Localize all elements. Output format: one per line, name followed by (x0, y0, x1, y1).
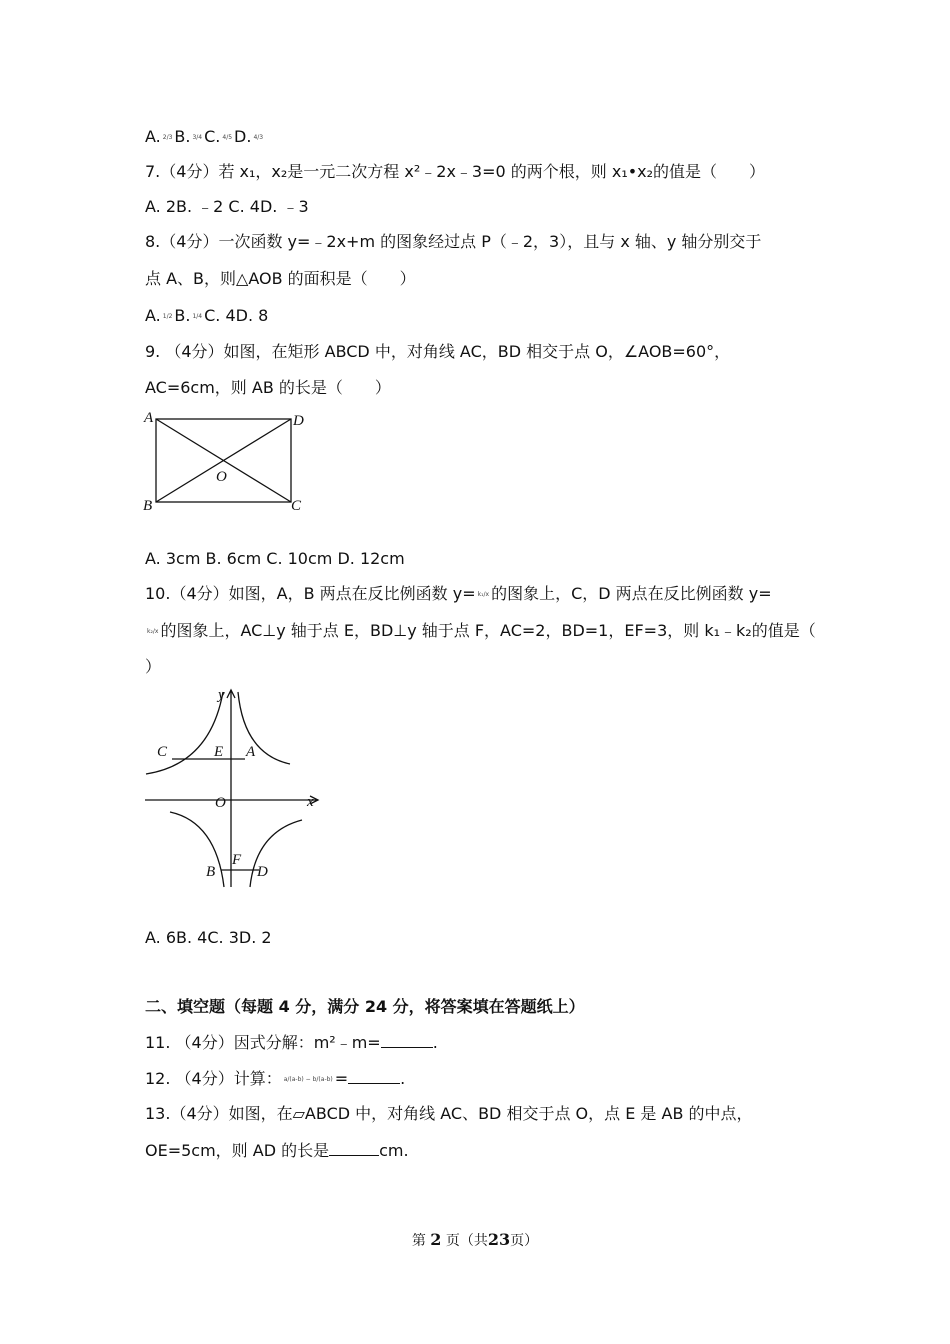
q11-question: 11. （4分）因式分解：m²﹣m= (145, 1033, 381, 1052)
q8-text-line1: 8.（4分）一次函数 y=﹣2x+m 的图象经过点 P（﹣2，3），且与 x 轴、y 轴分别交于 (145, 232, 762, 251)
q12-text (145, 1068, 405, 1091)
q10-text-line3: ） (145, 657, 162, 676)
q12-equals: = (334, 1069, 349, 1088)
label-d: D (257, 864, 268, 880)
q6-fraction-c: 4/5 (222, 133, 233, 141)
q10-text-part1: 10.（4分）如图，A，B 两点在反比例函数 y= (145, 584, 476, 603)
curve-k2-quadrant2 (146, 692, 223, 774)
q6-option-b: B. (174, 127, 191, 146)
q10-hyperbola-figure (140, 682, 330, 892)
q10-text-line2 (145, 620, 816, 643)
footer-prefix: 第 (411, 1233, 426, 1249)
total-pages: 23 (487, 1230, 511, 1249)
q11-text (145, 1032, 438, 1054)
footer-middle: 页（共 (445, 1233, 488, 1249)
label-a: A (144, 410, 154, 426)
curve-k1-quadrant3 (170, 812, 224, 887)
q6-fraction-d: 4/3 (253, 133, 264, 141)
label-a: A (246, 744, 256, 760)
q10-text-part2: 的图象上，C，D 两点在反比例函数 y= (491, 584, 772, 603)
q10-fraction-k1: k₁/x (477, 590, 490, 598)
q11-answer-blank[interactable] (381, 1033, 433, 1048)
label-o: O (216, 469, 227, 485)
q12-question: 12. （4分）计算： (145, 1069, 282, 1088)
page-footer (0, 1230, 950, 1250)
page-number: 2 (430, 1230, 442, 1249)
q10-text-line1 (145, 583, 772, 606)
label-f: F (232, 852, 242, 868)
q7-options: A. 2B. ﹣2 C. 4D. ﹣3 (145, 197, 309, 216)
q6-option-a: A. (145, 127, 161, 146)
q13-unit: cm. (379, 1141, 409, 1160)
q12-period: . (400, 1069, 406, 1088)
section2-heading: 二、填空题（每题 4 分，满分 24 分，将答案填在答题纸上） (145, 997, 585, 1016)
label-b: B (206, 864, 216, 880)
q6-fraction-b: 3/4 (192, 133, 203, 141)
q12-answer-blank[interactable] (348, 1069, 400, 1084)
label-b: B (143, 498, 153, 514)
q10-options: A. 6B. 4C. 3D. 2 (145, 928, 272, 947)
q8-fraction-b: 1/4 (192, 312, 203, 320)
q6-option-c: C. (204, 127, 221, 146)
q13-text-line1: 13.（4分）如图，在▱ABCD 中，对角线 AC、BD 相交于点 O，点 E 是 AB 的中点， (145, 1104, 753, 1123)
q6-options (145, 126, 265, 149)
q13-question: OE=5cm，则 AD 的长是 (145, 1141, 330, 1160)
q9-rectangle-figure (140, 405, 320, 520)
footer-suffix: 页） (510, 1233, 539, 1249)
q8-option-a: A. (145, 306, 161, 325)
q11-period: . (432, 1033, 438, 1052)
q8-options-rest: C. 4D. 8 (204, 306, 269, 325)
q8-fraction-a: 1/2 (162, 312, 173, 320)
label-o: O (215, 795, 226, 811)
label-c: C (291, 498, 302, 514)
label-x: x (307, 794, 314, 810)
q7-text: 7.（4分）若 x₁，x₂是一元二次方程 x²﹣2x﹣3=0 的两个根，则 x₁•x₂的值是（ ） (145, 162, 766, 181)
q6-option-d: D. (234, 127, 252, 146)
label-e: E (214, 744, 224, 760)
q9-text-line2: AC=6cm，则 AB 的长是（ ） (145, 378, 391, 397)
q13-text-line2 (145, 1140, 409, 1162)
label-d: D (293, 413, 304, 429)
q9-text-line1: 9. （4分）如图，在矩形 ABCD 中，对角线 AC，BD 相交于点 O，∠AOB=60°， (145, 342, 731, 361)
q13-answer-blank[interactable] (329, 1141, 379, 1156)
q10-fraction-k2: k₂/x (147, 627, 159, 635)
q8-option-b: B. (174, 306, 191, 325)
q8-options (145, 305, 268, 328)
label-c: C (157, 744, 168, 760)
q9-options: A. 3cm B. 6cm C. 10cm D. 12cm (145, 549, 405, 568)
label-y: y (218, 687, 225, 703)
q6-fraction-a: 2/3 (162, 133, 173, 141)
q8-text-line2: 点 A、B，则△AOB 的面积是（ ） (145, 269, 416, 288)
q12-fraction-expression: a/(a-b) − b/(a-b) (283, 1075, 333, 1083)
q10-text-part3: 的图象上，AC⊥y 轴于点 E，BD⊥y 轴于点 F，AC=2，BD=1，EF=3，则 k₁﹣k₂的值是（ (160, 621, 816, 640)
